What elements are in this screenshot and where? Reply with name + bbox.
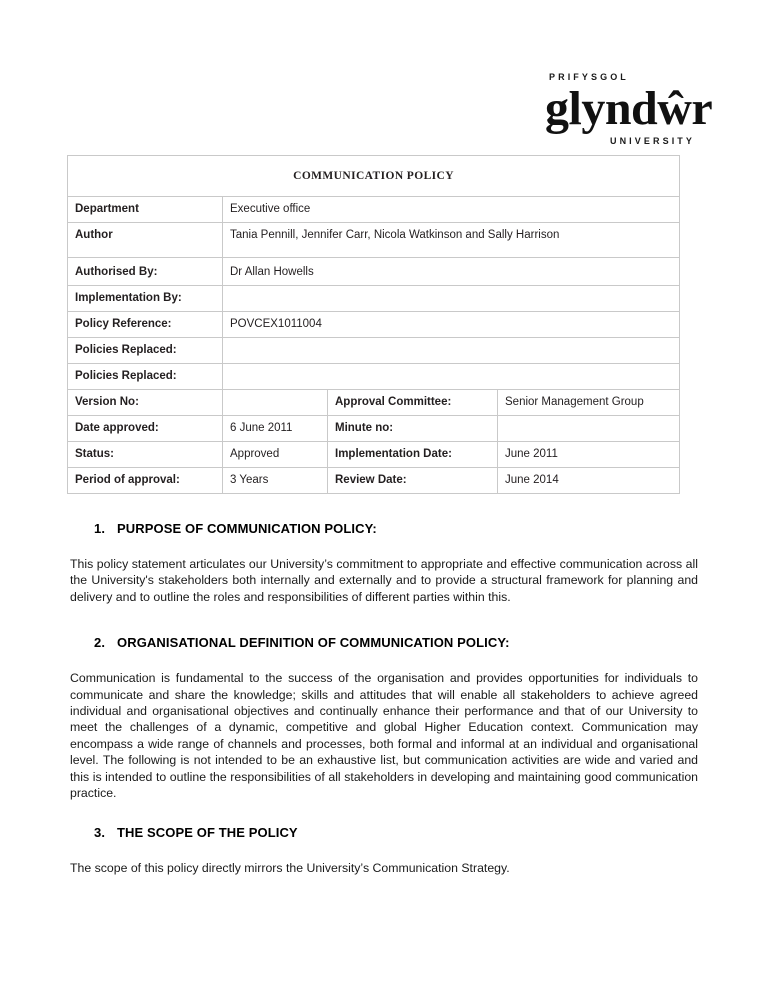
row-label-left: Date approved: [68, 416, 223, 442]
section-paragraph-3: The scope of this policy directly mirrors the University’s Communication Strategy. [70, 861, 510, 876]
table-row [68, 468, 680, 494]
section-number-2: 2. [94, 635, 106, 651]
table-row [68, 416, 680, 442]
section-title-1: PURPOSE OF COMMUNICATION POLICY: [117, 521, 377, 536]
row-label-left: Status: [68, 442, 223, 468]
table-row [68, 197, 680, 223]
section-heading-2 [70, 634, 698, 651]
row-value-left: Approved [223, 442, 328, 468]
logo-university-text: UNIVERSITY [609, 136, 695, 146]
table-row [68, 364, 680, 390]
row-value [223, 338, 680, 364]
row-value-right [498, 416, 680, 442]
section-title-2: ORGANISATIONAL DEFINITION OF COMMUNICATION POLICY: [117, 635, 510, 651]
row-label: Authorised By: [68, 258, 223, 286]
table-row [68, 442, 680, 468]
table-row [68, 390, 680, 416]
section-number-3: 3. [94, 825, 106, 841]
row-label-right: Approval Committee: [328, 390, 498, 416]
row-label: Department [68, 197, 223, 223]
row-label: Author [68, 223, 223, 258]
row-label: Implementation By: [68, 286, 223, 312]
row-value-right: Senior Management Group [498, 390, 680, 416]
section-paragraph-1: This policy statement articulates our University’s commitment to appropriate and effective communication across all the University's stakeholders both internally and externally and to provide a structural framework for planning and delivery and to outline the roles and responsibilities of different parties within this. [70, 557, 698, 604]
document-title: COMMUNICATION POLICY [68, 156, 680, 197]
table-row [68, 258, 680, 286]
row-value: Executive office [223, 197, 680, 223]
section-paragraph-2: Communication is fundamental to the success of the organisation and provides opportunities for individuals to communicate and share the knowledge; skills and attitudes that will enable all stakeholders to achieve agreed individual and organisational objectives and continually enhance their performance and that of our University to meet the challenges of a dynamic, competitive and global Higher Education context. Communication may encompass a wide range of channels and processes, both formal and informal at an individual and organisational level. The following is not intended to be an exhaustive list, but communication activities are wide and varied and this is intended to outline the responsibilities of all stakeholders in developing and maintaining good communication practice. [70, 671, 698, 801]
row-value-left [223, 390, 328, 416]
spacer [70, 801, 698, 824]
spacer [70, 841, 698, 860]
table-row [68, 286, 680, 312]
row-value: Dr Allan Howells [223, 258, 680, 286]
row-label-right: Minute no: [328, 416, 498, 442]
spacer [70, 651, 698, 670]
row-label: Policies Replaced: [68, 364, 223, 390]
spacer [70, 537, 698, 556]
logo-prifysgol-text: PRIFYSGOL [549, 72, 629, 82]
row-value-left: 6 June 2011 [223, 416, 328, 442]
row-value: Tania Pennill, Jennifer Carr, Nicola Watkinson and Sally Harrison [223, 223, 680, 258]
row-value-right: June 2014 [498, 468, 680, 494]
table-row [68, 338, 680, 364]
row-value: POVCEX1011004 [223, 312, 680, 338]
table-row-title [68, 156, 680, 197]
row-value [223, 286, 680, 312]
spacer [70, 605, 698, 634]
row-label: Policies Replaced: [68, 338, 223, 364]
table-row [68, 312, 680, 338]
section-number-1: 1. [94, 521, 106, 536]
policy-metadata-table [67, 155, 680, 494]
section-heading-3 [70, 824, 698, 841]
logo-wordmark: glyndŵr [545, 82, 713, 135]
row-value-left: 3 Years [223, 468, 328, 494]
metadata-table-body [68, 156, 680, 494]
row-value [223, 364, 680, 390]
table-row [68, 223, 680, 258]
row-label-right: Review Date: [328, 468, 498, 494]
glyndwr-university-logo [545, 72, 713, 147]
section-heading-1 [70, 520, 698, 537]
row-label-left: Period of approval: [68, 468, 223, 494]
row-label: Policy Reference: [68, 312, 223, 338]
row-value-right: June 2011 [498, 442, 680, 468]
section-title-3: THE SCOPE OF THE POLICY [117, 825, 298, 841]
row-label-right: Implementation Date: [328, 442, 498, 468]
policy-body [70, 520, 698, 877]
row-label-left: Version No: [68, 390, 223, 416]
